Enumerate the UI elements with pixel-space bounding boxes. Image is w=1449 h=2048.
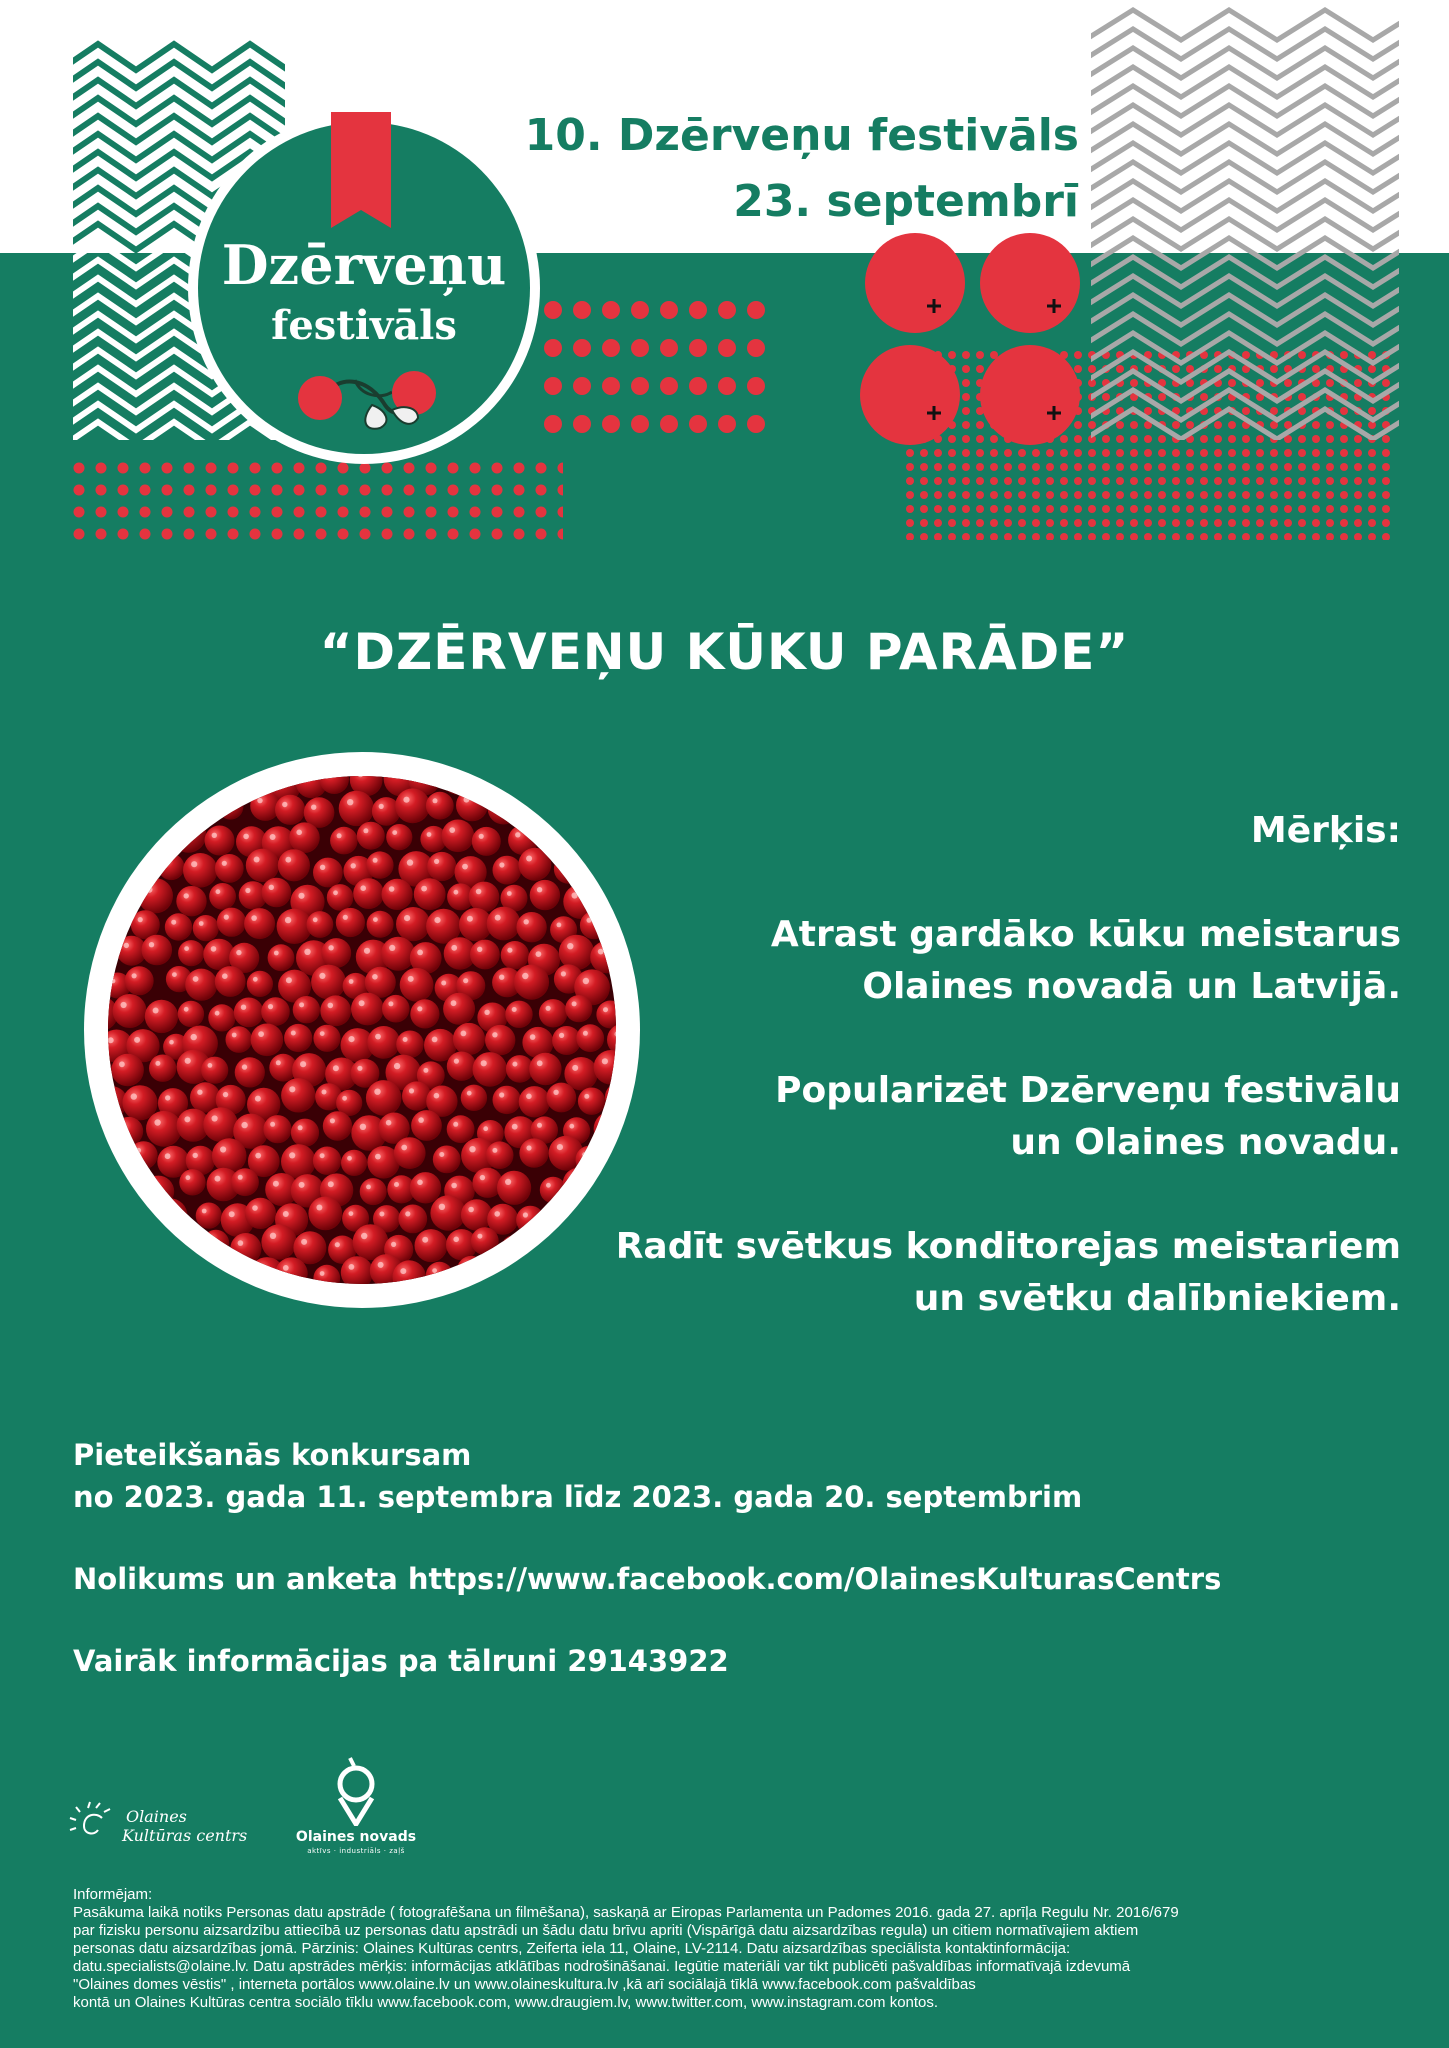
notice-line: personas datu aizsardzības jomā. Pārzinis: Olaines Kultūras centrs, Zeiferta iela 11, Olaine, LV-2114. Datu aizsardzības speciālista kontaktinformācija: xyxy=(73,1940,1071,1957)
kc-logo-line2: Kultūras centrs xyxy=(122,1826,248,1845)
goal-line: Popularizēt Dzērveņu festivālu xyxy=(775,1070,1401,1111)
event-headline xyxy=(525,103,1079,235)
goal-item xyxy=(501,909,1401,1013)
event-date: 23. septembrī xyxy=(733,176,1079,227)
notice-line: "Olaines domes vēstis" , interneta portālos www.olaine.lv un www.olaineskultura.lv ,kā arī sociālajā tīklā www.facebook.com pašvaldības xyxy=(73,1976,976,1993)
registration-title: Pieteikšanās konkursam xyxy=(73,1438,472,1472)
contact-phone: Vairāk informācijas pa tālruni 29143922 xyxy=(73,1644,729,1678)
goal-item xyxy=(501,1065,1401,1169)
right-dot-grid xyxy=(905,350,1395,540)
goal-line: Olaines novadā un Latvijā. xyxy=(862,966,1401,1007)
festival-logo-subtitle: festivāls xyxy=(271,302,457,349)
notice-line: par fizisku personu aizsardzību attiecībā uz personas datu apstrādi un šādu datu brīvu apriti (Vispārīgā datu aizsardzības regula) un citiem normatīvajiem aktiem xyxy=(73,1922,1139,1939)
middle-dot-grid xyxy=(544,301,765,433)
notice-line: Informējam: xyxy=(73,1886,153,1903)
left-dot-grid xyxy=(73,462,563,550)
olaines-novads-logo-icon xyxy=(330,1754,382,1826)
olaines-novads-logo: Olaines novads xyxy=(295,1829,417,1845)
kulturas-centrs-logo-icon xyxy=(66,1800,122,1848)
olaines-novads-tagline: aktīvs · industriāls · zaļš xyxy=(307,1847,405,1855)
goal-line: Atrast gardāko kūku meistarus xyxy=(770,914,1401,955)
goals-heading: Mērķis: xyxy=(1250,810,1401,851)
goal-line: Radīt svētkus konditorejas meistariem xyxy=(615,1226,1401,1267)
rules-link[interactable]: Nolikums un anketa https://www.facebook.com/OlainesKulturasCentrs xyxy=(73,1562,1222,1596)
kulturas-centrs-logo xyxy=(122,1807,247,1845)
privacy-notice xyxy=(73,1886,1373,2012)
registration-info xyxy=(73,1434,1221,1518)
festival-logo-title: Dzērveņu xyxy=(221,233,507,297)
info-section xyxy=(73,1434,1221,1722)
goal-item xyxy=(501,1221,1401,1325)
registration-dates: no 2023. gada 11. septembra līdz 2023. gada 20. septembrim xyxy=(73,1480,1083,1514)
goal-line: un Olaines novadu. xyxy=(1010,1122,1401,1163)
notice-line: Pasākuma laikā notiks Personas datu apstrāde ( fotografēšana un filmēšana), saskaņā ar Eiropas Parlamenta un Padomes 2016. gada 27. aprīļa Regulu Nr. 2016/679 xyxy=(73,1904,1179,1921)
notice-line: datu.specialists@olaine.lv. Datu apstrādes mērķis: informācijas atklātības nodrošināšanai. Iegūtie materiāli var tikt publicēti pašvaldības informatīvajā izdevumā xyxy=(73,1958,1131,1975)
notice-line: kontā un Olaines Kultūras centra sociālo tīklu www.facebook.com, www.draugiem.lv, www.twitter.com, www.instagram.com kontos. xyxy=(73,1994,939,2011)
event-name: 10. Dzērveņu festivāls xyxy=(524,110,1079,161)
main-title: “DZĒRVEŅU KŪKU PARĀDE” xyxy=(319,623,1130,681)
goals-section xyxy=(501,805,1401,1377)
goal-line: un svētku dalībniekiem. xyxy=(913,1278,1401,1319)
kc-logo-line1: Olaines xyxy=(126,1807,187,1826)
